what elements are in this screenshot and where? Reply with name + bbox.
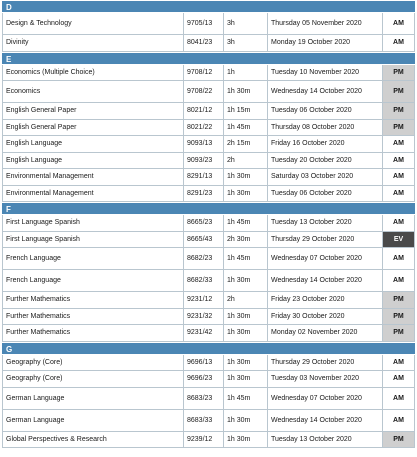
code-cell: 9696/13 xyxy=(184,355,224,371)
table-row xyxy=(2,81,415,103)
session-cell: AM xyxy=(383,270,415,291)
table-row xyxy=(2,371,415,388)
subject-cell: Divinity xyxy=(2,35,184,51)
subject-cell: English General Paper xyxy=(2,120,184,136)
date-cell: Tuesday 06 October 2020 xyxy=(268,186,383,202)
code-cell: 9093/13 xyxy=(184,136,224,152)
subject-cell: Global Perspectives & Research xyxy=(2,432,184,448)
session-cell: PM xyxy=(383,325,415,341)
date-cell: Thursday 29 October 2020 xyxy=(268,232,383,248)
subject-cell: English General Paper xyxy=(2,103,184,119)
date-cell: Wednesday 07 October 2020 xyxy=(268,248,383,269)
table-row xyxy=(2,169,415,186)
session-cell: EV xyxy=(383,232,415,248)
session-cell: AM xyxy=(383,388,415,409)
subject-cell: Economics xyxy=(2,81,184,102)
date-cell: Monday 19 October 2020 xyxy=(268,35,383,51)
table-row xyxy=(2,325,415,342)
code-cell: 8021/12 xyxy=(184,103,224,119)
subject-cell: Economics (Multiple Choice) xyxy=(2,65,184,81)
date-cell: Thursday 08 October 2020 xyxy=(268,120,383,136)
subject-cell: German Language xyxy=(2,410,184,431)
session-cell: AM xyxy=(383,35,415,51)
code-cell: 9231/12 xyxy=(184,292,224,308)
code-cell: 8682/33 xyxy=(184,270,224,291)
date-cell: Friday 23 October 2020 xyxy=(268,292,383,308)
code-cell: 8683/33 xyxy=(184,410,224,431)
duration-cell: 2h 30m xyxy=(224,232,268,248)
date-cell: Thursday 05 November 2020 xyxy=(268,13,383,34)
table-row xyxy=(2,215,415,232)
session-cell: AM xyxy=(383,13,415,34)
table-row xyxy=(2,355,415,372)
code-cell: 8683/23 xyxy=(184,388,224,409)
session-cell: AM xyxy=(383,153,415,169)
table-row xyxy=(2,136,415,153)
date-cell: Friday 16 October 2020 xyxy=(268,136,383,152)
code-cell: 8682/23 xyxy=(184,248,224,269)
subject-cell: First Language Spanish xyxy=(2,215,184,231)
subject-cell: Geography (Core) xyxy=(2,355,184,371)
session-cell: PM xyxy=(383,432,415,448)
subject-cell: German Language xyxy=(2,388,184,409)
duration-cell: 1h 45m xyxy=(224,120,268,136)
code-cell: 8021/22 xyxy=(184,120,224,136)
section-header: D xyxy=(2,0,415,13)
date-cell: Monday 02 November 2020 xyxy=(268,325,383,341)
table-row xyxy=(2,65,415,82)
table-row xyxy=(2,103,415,120)
duration-cell: 3h xyxy=(224,35,268,51)
session-cell: AM xyxy=(383,410,415,431)
code-cell: 9093/23 xyxy=(184,153,224,169)
table-row xyxy=(2,120,415,137)
date-cell: Wednesday 14 October 2020 xyxy=(268,81,383,102)
date-cell: Friday 30 October 2020 xyxy=(268,309,383,325)
code-cell: 9708/12 xyxy=(184,65,224,81)
date-cell: Thursday 29 October 2020 xyxy=(268,355,383,371)
session-cell: AM xyxy=(383,186,415,202)
subject-cell: First Language Spanish xyxy=(2,232,184,248)
session-cell: PM xyxy=(383,292,415,308)
duration-cell: 1h 30m xyxy=(224,309,268,325)
duration-cell: 2h 15m xyxy=(224,136,268,152)
code-cell: 9239/12 xyxy=(184,432,224,448)
date-cell: Tuesday 10 November 2020 xyxy=(268,65,383,81)
duration-cell: 1h 30m xyxy=(224,169,268,185)
subject-cell: Environmental Management xyxy=(2,169,184,185)
duration-cell: 1h 30m xyxy=(224,270,268,291)
subject-cell: Design & Technology xyxy=(2,13,184,34)
session-cell: AM xyxy=(383,215,415,231)
subject-cell: Geography (Core) xyxy=(2,371,184,387)
section-header: E xyxy=(2,52,415,65)
code-cell: 8291/23 xyxy=(184,186,224,202)
subject-cell: French Language xyxy=(2,248,184,269)
duration-cell: 1h xyxy=(224,65,268,81)
date-cell: Tuesday 13 October 2020 xyxy=(268,215,383,231)
duration-cell: 1h 15m xyxy=(224,103,268,119)
code-cell: 9231/42 xyxy=(184,325,224,341)
duration-cell: 2h xyxy=(224,153,268,169)
duration-cell: 3h xyxy=(224,13,268,34)
table-row xyxy=(2,292,415,309)
code-cell: 8291/13 xyxy=(184,169,224,185)
session-cell: AM xyxy=(383,169,415,185)
table-row xyxy=(2,13,415,35)
table-row xyxy=(2,388,415,410)
subject-cell: English Language xyxy=(2,136,184,152)
subject-cell: French Language xyxy=(2,270,184,291)
duration-cell: 2h xyxy=(224,292,268,308)
code-cell: 9708/22 xyxy=(184,81,224,102)
table-row xyxy=(2,432,415,449)
session-cell: AM xyxy=(383,371,415,387)
subject-cell: Environmental Management xyxy=(2,186,184,202)
table-row xyxy=(2,232,415,249)
section-header: F xyxy=(2,202,415,215)
code-cell: 8665/43 xyxy=(184,232,224,248)
duration-cell: 1h 30m xyxy=(224,81,268,102)
exam-timetable xyxy=(2,0,415,448)
table-row xyxy=(2,410,415,432)
table-row xyxy=(2,270,415,292)
subject-cell: Further Mathematics xyxy=(2,292,184,308)
session-cell: PM xyxy=(383,309,415,325)
subject-cell: Further Mathematics xyxy=(2,325,184,341)
code-cell: 9696/23 xyxy=(184,371,224,387)
duration-cell: 1h 45m xyxy=(224,248,268,269)
code-cell: 8041/23 xyxy=(184,35,224,51)
code-cell: 8665/23 xyxy=(184,215,224,231)
code-cell: 9231/32 xyxy=(184,309,224,325)
duration-cell: 1h 30m xyxy=(224,432,268,448)
date-cell: Tuesday 03 November 2020 xyxy=(268,371,383,387)
duration-cell: 1h 30m xyxy=(224,371,268,387)
session-cell: AM xyxy=(383,136,415,152)
date-cell: Saturday 03 October 2020 xyxy=(268,169,383,185)
table-row xyxy=(2,309,415,326)
table-row xyxy=(2,35,415,52)
session-cell: PM xyxy=(383,81,415,102)
date-cell: Wednesday 14 October 2020 xyxy=(268,270,383,291)
date-cell: Wednesday 07 October 2020 xyxy=(268,388,383,409)
duration-cell: 1h 30m xyxy=(224,186,268,202)
date-cell: Wednesday 14 October 2020 xyxy=(268,410,383,431)
code-cell: 9705/13 xyxy=(184,13,224,34)
duration-cell: 1h 30m xyxy=(224,410,268,431)
date-cell: Tuesday 06 October 2020 xyxy=(268,103,383,119)
table-row xyxy=(2,153,415,170)
table-row xyxy=(2,248,415,270)
date-cell: Tuesday 13 October 2020 xyxy=(268,432,383,448)
session-cell: PM xyxy=(383,103,415,119)
subject-cell: Further Mathematics xyxy=(2,309,184,325)
session-cell: AM xyxy=(383,248,415,269)
table-row xyxy=(2,186,415,203)
duration-cell: 1h 30m xyxy=(224,325,268,341)
duration-cell: 1h 45m xyxy=(224,215,268,231)
duration-cell: 1h 30m xyxy=(224,355,268,371)
duration-cell: 1h 45m xyxy=(224,388,268,409)
section-header: G xyxy=(2,342,415,355)
session-cell: PM xyxy=(383,120,415,136)
subject-cell: English Language xyxy=(2,153,184,169)
date-cell: Tuesday 20 October 2020 xyxy=(268,153,383,169)
session-cell: PM xyxy=(383,65,415,81)
session-cell: AM xyxy=(383,355,415,371)
